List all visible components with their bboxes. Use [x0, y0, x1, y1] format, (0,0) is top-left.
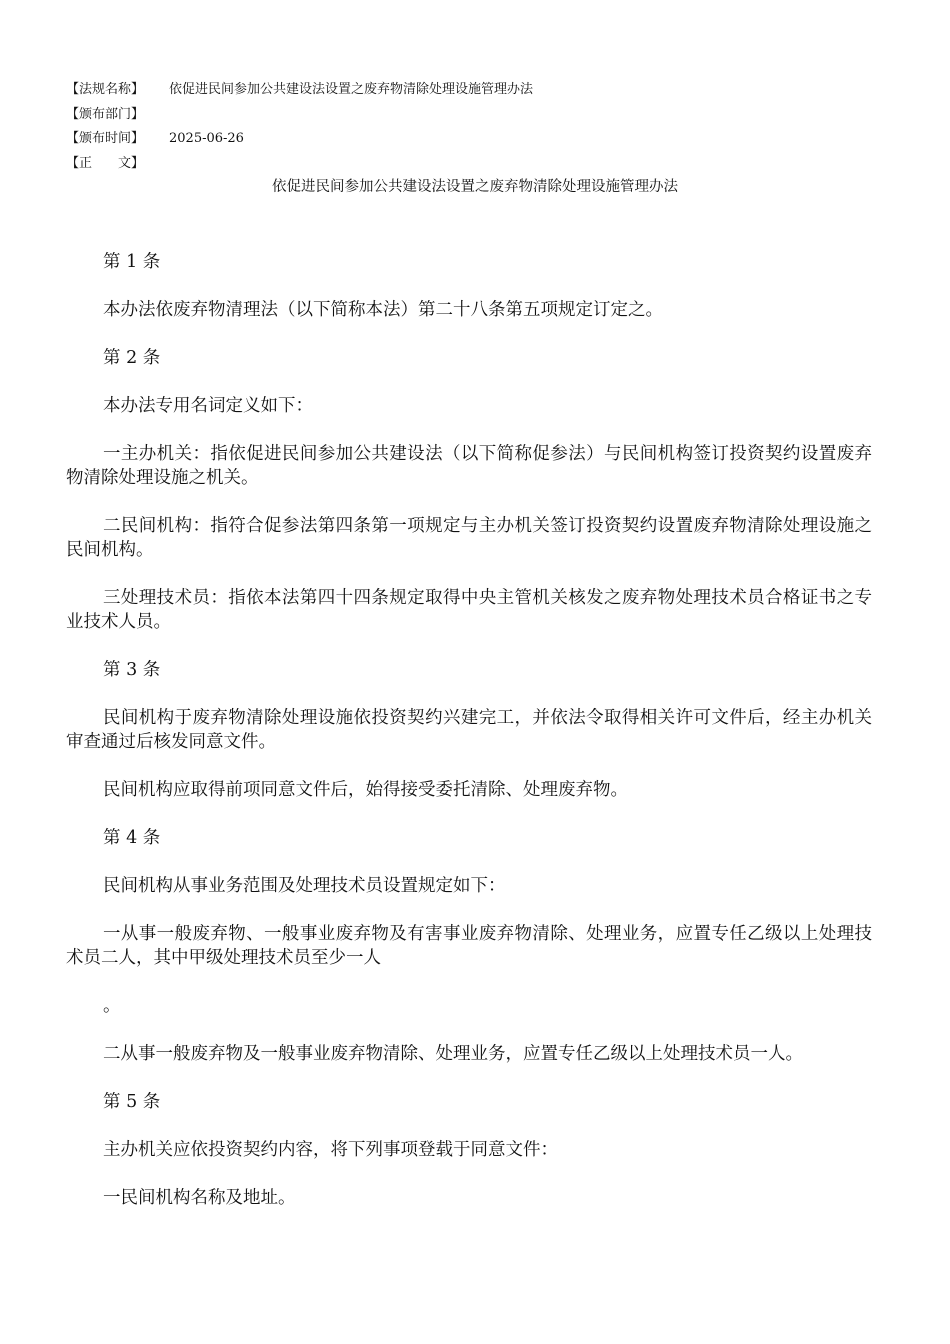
- meta-value: 2025-06-26: [169, 131, 244, 146]
- meta-value: 依促进民间参加公共建设法设置之废弃物清除处理设施管理办法: [169, 82, 534, 97]
- article-heading: 第 1 条: [103, 252, 161, 272]
- meta-row-department: [66, 103, 533, 128]
- meta-label: 【颁布时间】: [66, 131, 145, 146]
- document-title: 依促进民间参加公共建设法设置之废弃物清除处理设施管理办法: [272, 179, 678, 195]
- metadata-block: [66, 78, 533, 176]
- paragraph: 一从事一般废弃物、一般事业废弃物及有害事业废弃物清除、处理业务，应置专任乙级以上处理技术员二人，其中甲级处理技术员至少一人: [66, 924, 872, 968]
- meta-row-date: [66, 127, 533, 152]
- meta-label: 【正 文】: [66, 155, 145, 171]
- document-body: [66, 250, 872, 1234]
- paragraph: 三处理技术员：指依本法第四十四条规定取得中央主管机关核发之废弃物处理技术员合格证书之专业技术人员。: [66, 588, 872, 632]
- paragraph: 。: [103, 996, 121, 1016]
- article-heading: 第 4 条: [103, 828, 161, 848]
- paragraph: 一民间机构名称及地址。: [103, 1188, 296, 1208]
- paragraph: 民间机构从事业务范围及处理技术员设置规定如下：: [103, 876, 506, 896]
- paragraph: 本办法专用名词定义如下：: [103, 396, 313, 416]
- article-heading: 第 3 条: [103, 660, 161, 680]
- paragraph: 本办法依废弃物清理法（以下简称本法）第二十八条第五项规定订定之。: [103, 300, 663, 320]
- article-heading: 第 5 条: [103, 1092, 161, 1112]
- meta-row-body: [66, 152, 533, 177]
- paragraph: 二从事一般废弃物及一般事业废弃物清除、处理业务，应置专任乙级以上处理技术员一人。: [103, 1044, 803, 1064]
- paragraph: 民间机构应取得前项同意文件后，始得接受委托清除、处理废弃物。: [103, 780, 628, 800]
- meta-label: 【颁布部门】: [66, 106, 145, 122]
- meta-label: 【法规名称】: [66, 82, 145, 97]
- paragraph: 二民间机构：指符合促参法第四条第一项规定与主办机关签订投资契约设置废弃物清除处理设施之民间机构。: [66, 516, 872, 560]
- meta-row-title: [66, 78, 533, 103]
- article-heading: 第 2 条: [103, 348, 161, 368]
- paragraph: 一主办机关：指依促进民间参加公共建设法（以下简称促参法）与民间机构签订投资契约设置废弃物清除处理设施之机关。: [66, 444, 872, 488]
- paragraph: 民间机构于废弃物清除处理设施依投资契约兴建完工，并依法令取得相关许可文件后，经主办机关审查通过后核发同意文件。: [66, 708, 872, 752]
- paragraph: 主办机关应依投资契约内容，将下列事项登载于同意文件：: [103, 1140, 558, 1160]
